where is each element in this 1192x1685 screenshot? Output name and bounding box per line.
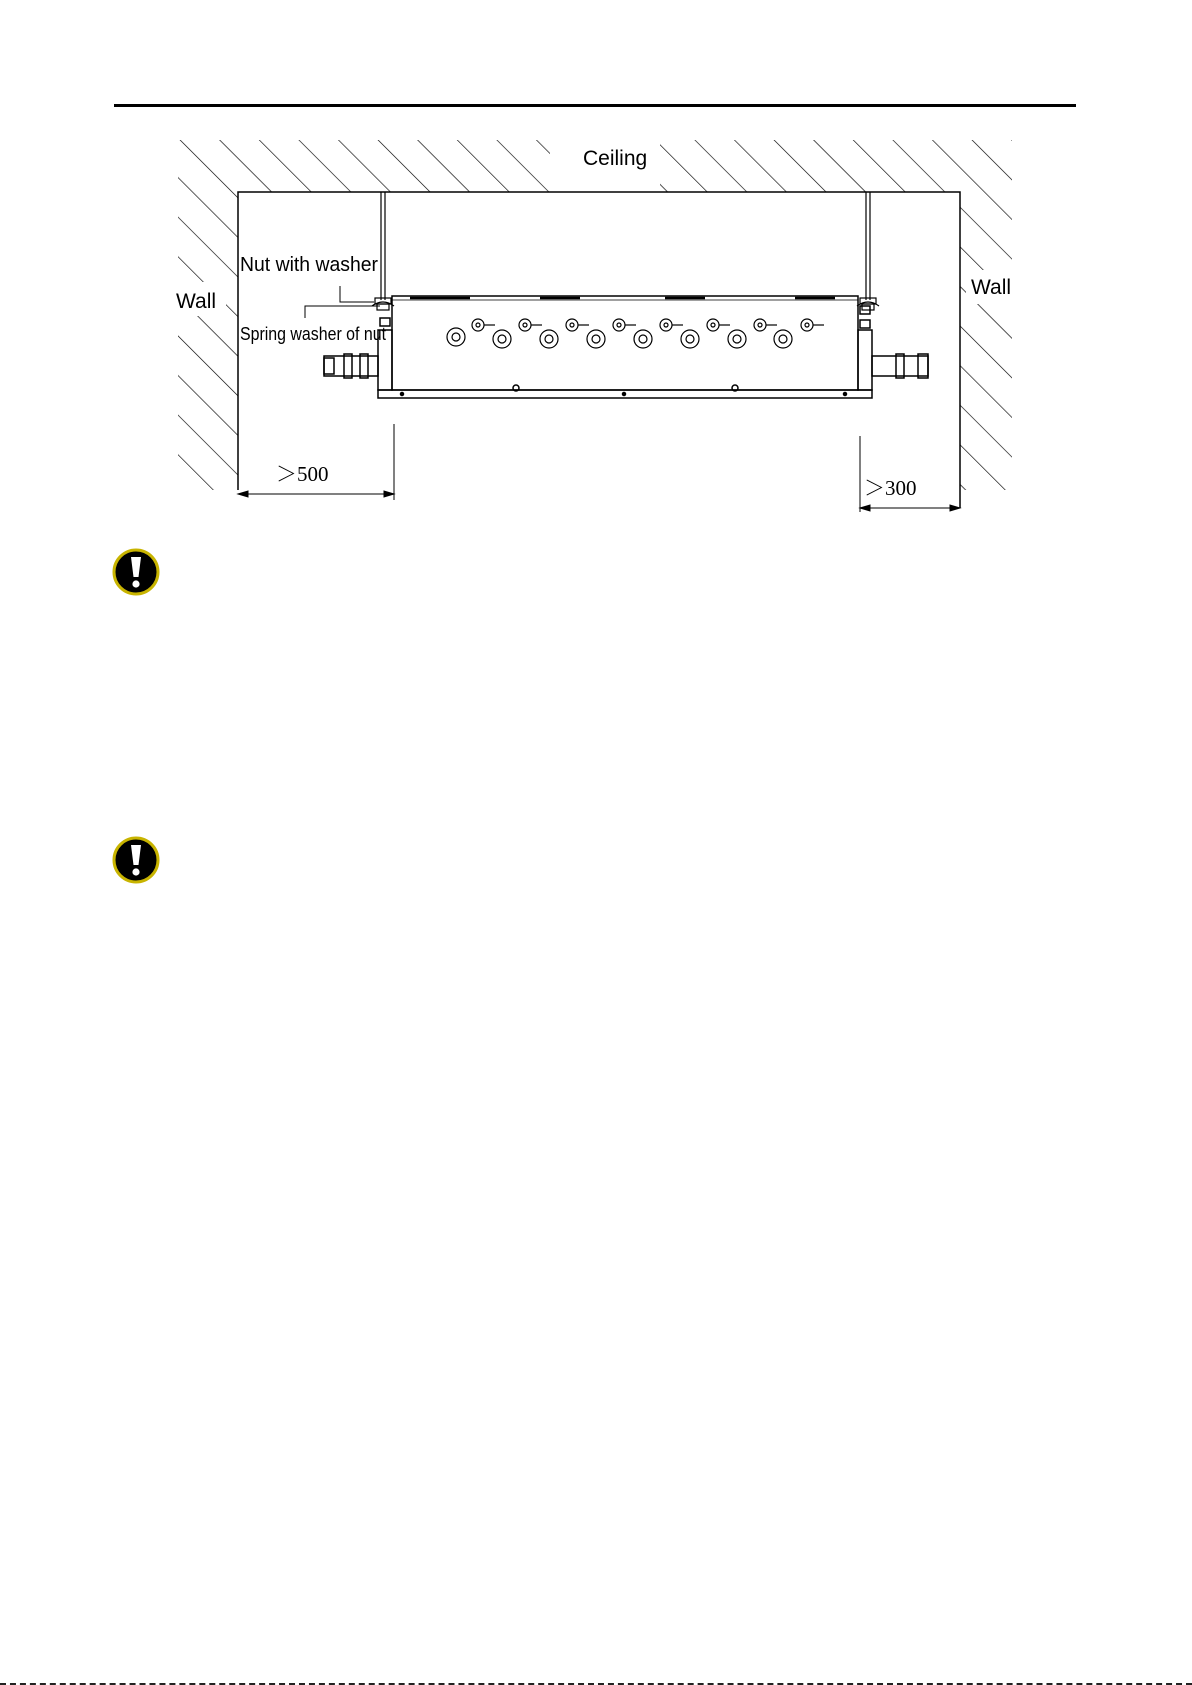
right-wall-hatch	[960, 192, 1012, 490]
right-clearance-label: ＞300	[864, 476, 917, 500]
left-wall-hatch	[178, 192, 238, 490]
nut-left	[372, 298, 394, 310]
room-outline	[238, 192, 960, 508]
left-clearance-label: ＞500	[276, 462, 329, 486]
pipe-connections	[447, 319, 824, 348]
dimension-right	[860, 436, 960, 512]
wall-right-label: Wall	[971, 276, 1012, 299]
exclamation-icon	[112, 548, 160, 596]
exclamation-icon	[112, 836, 160, 884]
nut-with-washer-label: Nut with washer	[240, 254, 379, 276]
leader-lines	[305, 286, 380, 318]
ceiling-label: Ceiling	[583, 147, 648, 170]
installation-diagram	[0, 0, 1192, 540]
spring-washer-label: Spring washer of nut	[240, 324, 386, 344]
indoor-unit	[324, 296, 928, 398]
hanging-rod-left	[381, 192, 385, 300]
wall-left-label: Wall	[176, 290, 217, 313]
hanging-rod-right	[866, 192, 870, 300]
